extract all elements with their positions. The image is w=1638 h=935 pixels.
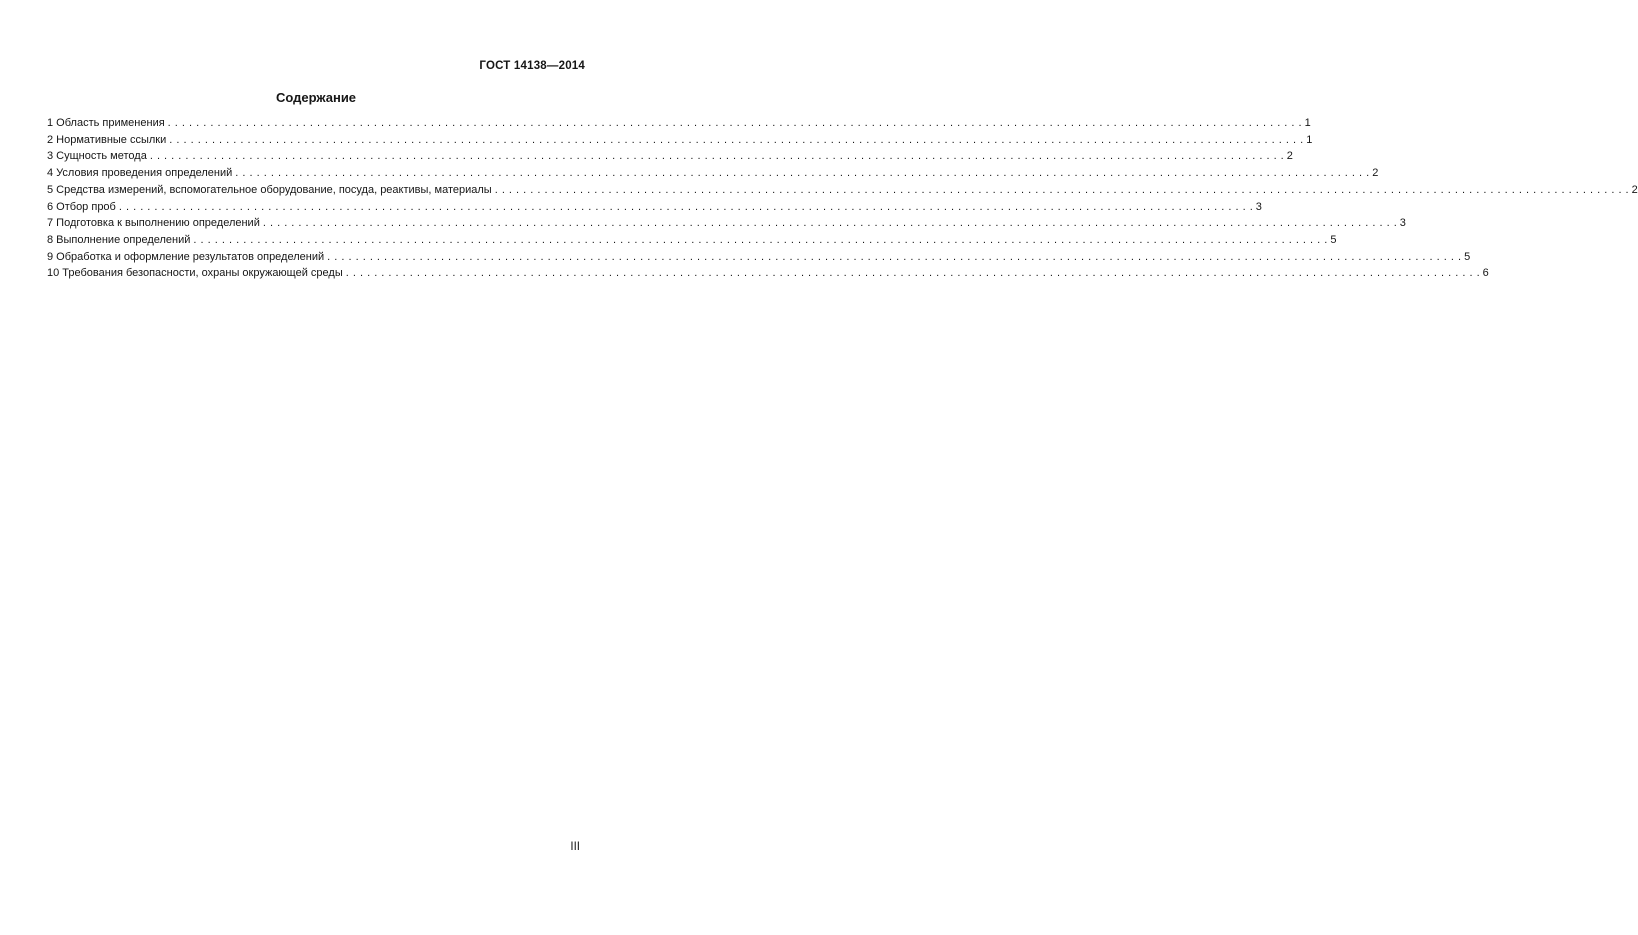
toc-dot-leader: . . . . . . . . . . . . . . . . . . . . . . . . . . . . . . . . . . . . . . . . . . . . . . . . . . . . . . . . . . . . . . . . . . . . . . . . . . . . . . . . . . . . . . . . . . . . . . . . . . . . . . . . . . . . . . . . . . . . . . . . . . . . . . . . . . . . . . . . . . . . . . . . . . . . . . . . . . . . . . . . <box>149 150 1284 163</box>
toc-entry-page: 2 <box>1631 183 1638 196</box>
toc-entry <box>47 165 1379 182</box>
toc-entry-page: 5 <box>1464 250 1471 263</box>
toc-entry <box>47 215 1406 232</box>
toc-entry-label: 8 Выполнение определений <box>47 233 191 246</box>
toc-entry <box>47 232 1337 249</box>
toc-entry-label: 9 Обработка и оформление результатов определений <box>47 250 325 263</box>
toc-dot-leader: . . . . . . . . . . . . . . . . . . . . . . . . . . . . . . . . . . . . . . . . . . . . . . . . . . . . . . . . . . . . . . . . . . . . . . . . . . . . . . . . . . . . . . . . . . . . . . . . . . . . . . . . . . . . . . . . . . . . . . . . . . . . . . . . . . . . . . . . . . . . . . . . . . . . . . . . . . . . . . . . <box>345 267 1480 280</box>
toc-entry-label: 3 Сущность метода <box>47 150 147 163</box>
toc-entry-label: 5 Средства измерений, вспомогательное оборудование, посуда, реактивы, материалы <box>47 183 492 196</box>
toc-entry <box>47 249 1471 266</box>
toc-entry-label: 10 Требования безопасности, охраны окружающей среды <box>47 267 343 280</box>
toc-entry <box>47 265 1489 282</box>
toc-title: Содержание <box>275 90 357 105</box>
toc-entry-page: 3 <box>1399 217 1406 230</box>
toc-entry-page: 1 <box>1306 133 1313 146</box>
toc-entry <box>47 199 1262 216</box>
toc-entry-label: 2 Нормативные ссылки <box>47 133 167 146</box>
toc-entry-label: 6 Отбор проб <box>47 200 116 213</box>
toc-entry-page: 6 <box>1482 267 1489 280</box>
toc-dot-leader: . . . . . . . . . . . . . . . . . . . . . . . . . . . . . . . . . . . . . . . . . . . . . . . . . . . . . . . . . . . . . . . . . . . . . . . . . . . . . . . . . . . . . . . . . . . . . . . . . . . . . . . . . . . . . . . . . . . . . . . . . . . . . . . . . . . . . . . . . . . . . . . . . . . . . . . . . . . . . . . . <box>118 200 1253 213</box>
toc-entry-label: 4 Условия проведения определений <box>47 167 233 180</box>
toc-dot-leader: . . . . . . . . . . . . . . . . . . . . . . . . . . . . . . . . . . . . . . . . . . . . . . . . . . . . . . . . . . . . . . . . . . . . . . . . . . . . . . . . . . . . . . . . . . . . . . . . . . . . . . . . . . . . . . . . . . . . . . . . . . . . . . . . . . . . . . . . . . . . . . . . . . . . . . . . . . . . . . . . <box>193 233 1328 246</box>
running-header-standard-number: ГОСТ 14138—2014 <box>479 60 585 72</box>
toc-entry <box>47 132 1313 149</box>
toc-entry <box>47 115 1311 132</box>
toc-entry-page: 1 <box>1304 117 1311 129</box>
toc-entry-page: 2 <box>1372 167 1379 180</box>
toc-dot-leader: . . . . . . . . . . . . . . . . . . . . . . . . . . . . . . . . . . . . . . . . . . . . . . . . . . . . . . . . . . . . . . . . . . . . . . . . . . . . . . . . . . . . . . . . . . . . . . . . . . . . . . . . . . . . . . . . . . . . . . . . . . . . . . . . . . . . . . . . . . . . . . . . . . . . . . . . . . . . . . . . <box>167 117 1302 129</box>
toc-entry <box>47 182 1638 199</box>
toc-dot-leader: . . . . . . . . . . . . . . . . . . . . . . . . . . . . . . . . . . . . . . . . . . . . . . . . . . . . . . . . . . . . . . . . . . . . . . . . . . . . . . . . . . . . . . . . . . . . . . . . . . . . . . . . . . . . . . . . . . . . . . . . . . . . . . . . . . . . . . . . . . . . . . . . . . . . . . . . . . . . . . . . <box>169 133 1304 146</box>
table-of-contents <box>47 115 1638 282</box>
toc-dot-leader: . . . . . . . . . . . . . . . . . . . . . . . . . . . . . . . . . . . . . . . . . . . . . . . . . . . . . . . . . . . . . . . . . . . . . . . . . . . . . . . . . . . . . . . . . . . . . . . . . . . . . . . . . . . . . . . . . . . . . . . . . . . . . . . . . . . . . . . . . . . . . . . . . . . . . . . . . . . . . . . . <box>262 217 1397 230</box>
toc-entry <box>47 148 1293 165</box>
toc-entry-page: 3 <box>1255 200 1262 213</box>
toc-entry-page: 2 <box>1286 150 1293 163</box>
toc-entry-label: 1 Область применения <box>47 117 165 129</box>
toc-dot-leader: . . . . . . . . . . . . . . . . . . . . . . . . . . . . . . . . . . . . . . . . . . . . . . . . . . . . . . . . . . . . . . . . . . . . . . . . . . . . . . . . . . . . . . . . . . . . . . . . . . . . . . . . . . . . . . . . . . . . . . . . . . . . . . . . . . . . . . . . . . . . . . . . . . . . . . . . . . . . . . . . <box>327 250 1462 263</box>
page-number: III <box>570 841 580 853</box>
toc-entry-label: 7 Подготовка к выполнению определений <box>47 217 260 230</box>
toc-entry-page: 5 <box>1330 233 1337 246</box>
toc-dot-leader: . . . . . . . . . . . . . . . . . . . . . . . . . . . . . . . . . . . . . . . . . . . . . . . . . . . . . . . . . . . . . . . . . . . . . . . . . . . . . . . . . . . . . . . . . . . . . . . . . . . . . . . . . . . . . . . . . . . . . . . . . . . . . . . . . . . . . . . . . . . . . . . . . . . . . . . . . . . . . . . . <box>235 167 1370 180</box>
toc-dot-leader: . . . . . . . . . . . . . . . . . . . . . . . . . . . . . . . . . . . . . . . . . . . . . . . . . . . . . . . . . . . . . . . . . . . . . . . . . . . . . . . . . . . . . . . . . . . . . . . . . . . . . . . . . . . . . . . . . . . . . . . . . . . . . . . . . . . . . . . . . . . . . . . . . . . . . . . . . . . . . . . . <box>494 183 1629 196</box>
